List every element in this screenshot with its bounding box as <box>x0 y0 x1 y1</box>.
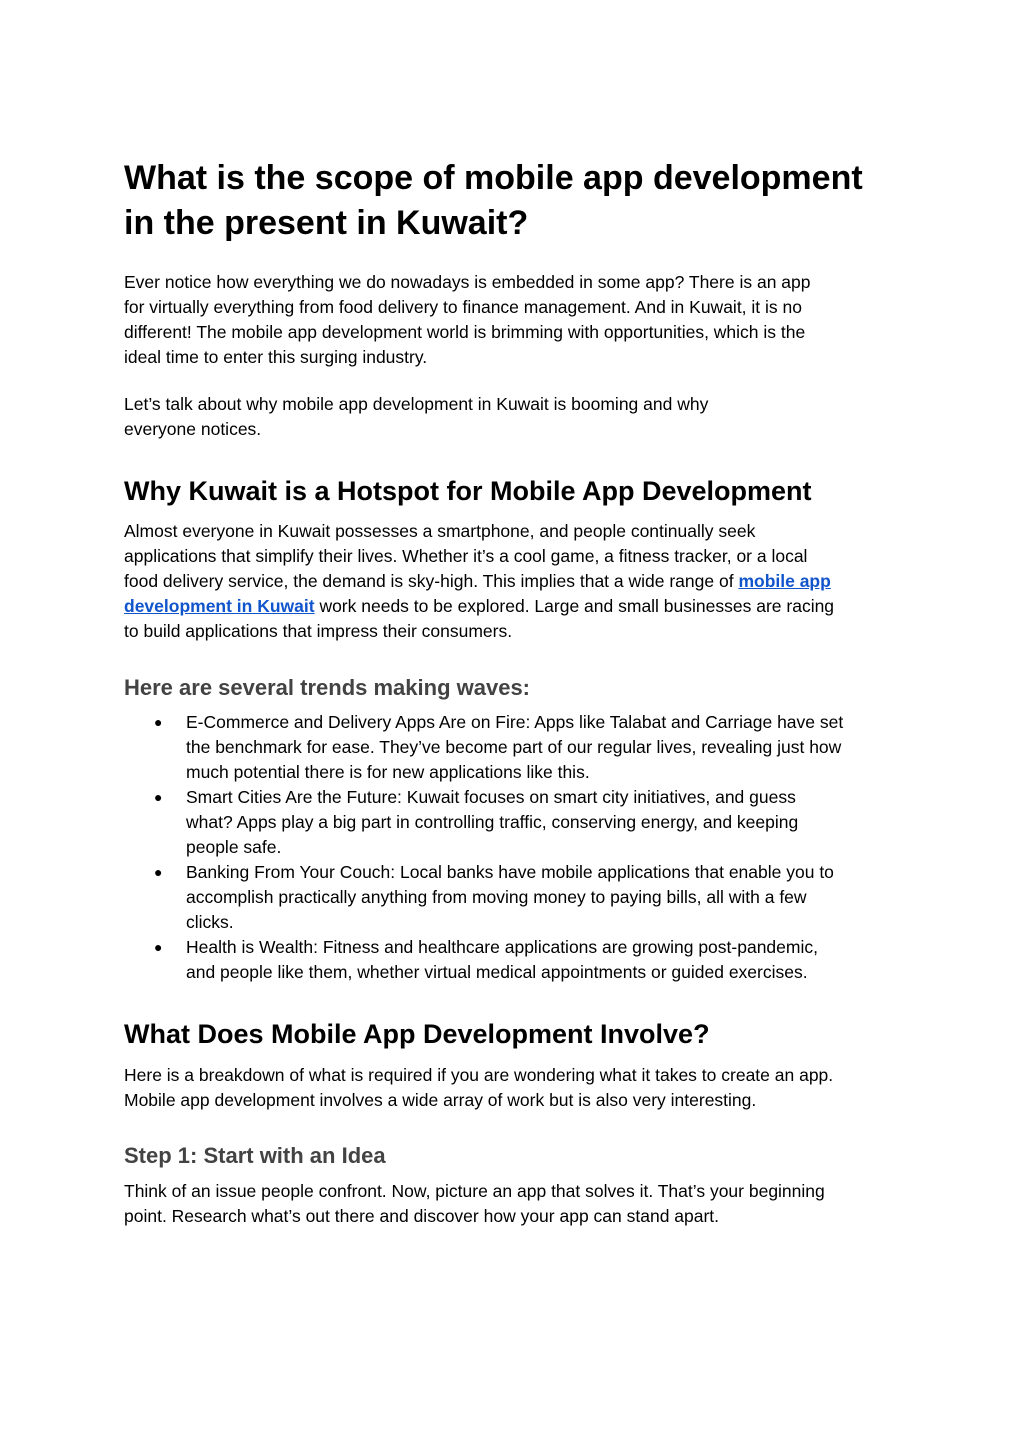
paragraph-line: Almost everyone in Kuwait possesses a smartphone, and people continually seek <box>124 521 756 541</box>
list-item-line: accomplish practically anything from moving money to paying bills, all with a few <box>186 887 807 907</box>
paragraph-line: point. Research what’s out there and discover how your app can stand apart. <box>124 1206 720 1226</box>
list-item-line: Banking From Your Couch: Local banks have mobile applications that enable you to <box>186 862 834 882</box>
page-title-line: in the present in Kuwait? <box>124 204 529 242</box>
bullet-icon: ● <box>154 714 163 730</box>
paragraph-line: everyone notices. <box>124 419 262 439</box>
hotspot-paragraph <box>124 519 904 644</box>
involve-heading: What Does Mobile App Development Involve? <box>124 1019 710 1049</box>
hotspot-heading: Why Kuwait is a Hotspot for Mobile App Development <box>124 476 812 506</box>
bullet-icon: ● <box>154 864 163 880</box>
paragraph-line: ideal time to enter this surging industry. <box>124 347 428 367</box>
step1-heading: Step 1: Start with an Idea <box>124 1143 386 1168</box>
list-item-line: people safe. <box>186 837 282 857</box>
paragraph-line <box>124 569 904 594</box>
involve-paragraph <box>124 1063 904 1113</box>
paragraph-line: Mobile app development involves a wide array of work but is also very interesting. <box>124 1090 757 1110</box>
paragraph-line: to build applications that impress their consumers. <box>124 621 513 641</box>
step1-paragraph <box>124 1179 904 1229</box>
list-item <box>124 785 914 860</box>
list-item-line: E-Commerce and Delivery Apps Are on Fire: Apps like Talabat and Carriage have set <box>186 712 844 732</box>
list-item <box>124 860 914 935</box>
list-item-line: clicks. <box>186 912 234 932</box>
list-item-line: the benchmark for ease. They’ve become part of our regular lives, revealing just how <box>186 737 842 757</box>
list-item-line: Health is Wealth: Fitness and healthcare applications are growing post-pandemic, <box>186 937 818 957</box>
mobile-app-development-link-continued[interactable]: development in Kuwait <box>124 596 315 616</box>
paragraph-line: Ever notice how everything we do nowadays is embedded in some app? There is an app <box>124 272 811 292</box>
page-title-line: What is the scope of mobile app development <box>124 159 863 197</box>
paragraph-line: Let’s talk about why mobile app development in Kuwait is booming and why <box>124 394 709 414</box>
trends-heading: Here are several trends making waves: <box>124 675 531 700</box>
paragraph-line <box>124 594 904 619</box>
list-item-line: what? Apps play a big part in controlling traffic, conserving energy, and keeping <box>186 812 799 832</box>
list-item-line: Smart Cities Are the Future: Kuwait focuses on smart city initiatives, and guess <box>186 787 796 807</box>
lets-talk-paragraph <box>124 392 904 442</box>
list-item-line: much potential there is for new applications like this. <box>186 762 590 782</box>
paragraph-line: applications that simplify their lives. Whether it’s a cool game, a fitness tracker, or a local <box>124 546 808 566</box>
bullet-icon: ● <box>154 939 163 955</box>
paragraph-text: food delivery service, the demand is sky-high. This implies that a wide range of <box>124 571 739 591</box>
trends-list <box>124 710 914 985</box>
bullet-icon: ● <box>154 789 163 805</box>
paragraph-line: Here is a breakdown of what is required if you are wondering what it takes to create an app. <box>124 1065 834 1085</box>
paragraph-line: Think of an issue people confront. Now, picture an app that solves it. That’s your beginning <box>124 1181 825 1201</box>
list-item-line: and people like them, whether virtual medical appointments or guided exercises. <box>186 962 808 982</box>
intro-paragraph <box>124 270 904 370</box>
list-item <box>124 935 914 985</box>
paragraph-line: for virtually everything from food delivery to finance management. And in Kuwait, it is no <box>124 297 802 317</box>
paragraph-line: different! The mobile app development world is brimming with opportunities, which is the <box>124 322 806 342</box>
paragraph-text: work needs to be explored. Large and small businesses are racing <box>314 596 835 616</box>
list-item <box>124 710 914 785</box>
mobile-app-development-link[interactable]: mobile app <box>738 571 831 591</box>
page-title <box>124 156 914 246</box>
